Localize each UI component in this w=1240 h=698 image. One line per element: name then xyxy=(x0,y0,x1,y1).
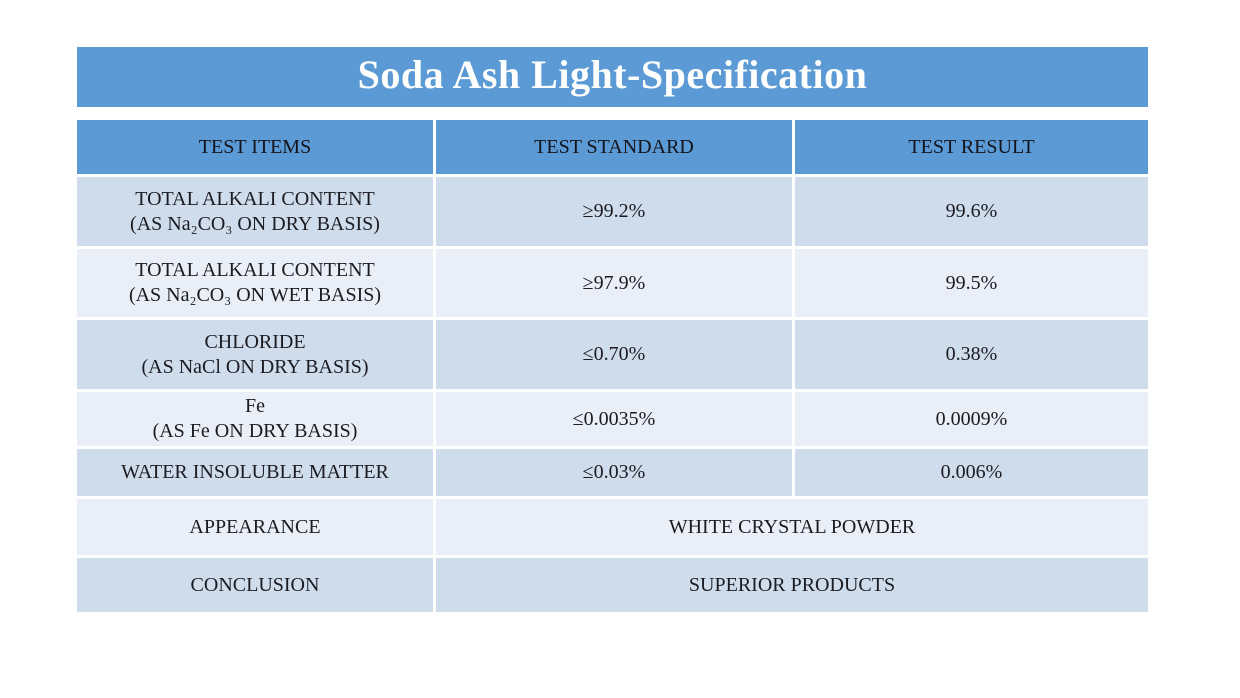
item-line1: TOTAL ALKALI CONTENT xyxy=(135,187,375,210)
result-value: 0.0009% xyxy=(935,407,1008,430)
cell-result xyxy=(795,449,1148,496)
page-title: Soda Ash Light-Specification xyxy=(357,52,868,97)
result-value: 0.006% xyxy=(940,461,1003,483)
item-line1: Fe xyxy=(245,395,265,417)
column-header-label: TEST STANDARD xyxy=(534,135,694,158)
standard-value: ≤0.03% xyxy=(582,461,646,483)
column-header-test-result xyxy=(795,120,1148,174)
cell-item xyxy=(77,177,433,246)
cell-item xyxy=(77,558,433,612)
cell-result xyxy=(795,320,1148,389)
item-line1: APPEARANCE xyxy=(189,515,321,538)
standard-value: ≤0.0035% xyxy=(572,407,656,430)
result-value: 99.5% xyxy=(945,271,998,294)
column-header-label: TEST RESULT xyxy=(908,135,1035,158)
column-header-test-standard xyxy=(436,120,792,174)
item-line2: (AS Na₂CO₃ ON WET BASIS) xyxy=(128,284,382,306)
standard-value: ≤0.70% xyxy=(582,343,646,365)
item-line1: WATER INSOLUBLE MATTER xyxy=(121,461,389,483)
merged-value: WHITE CRYSTAL POWDER xyxy=(668,515,916,538)
title-banner xyxy=(77,47,1148,107)
item-line2: (AS Fe ON DRY BASIS) xyxy=(152,420,358,442)
specification-sheet xyxy=(77,47,1148,612)
item-line1: CHLORIDE xyxy=(204,330,306,353)
item-line1: TOTAL ALKALI CONTENT xyxy=(135,259,375,281)
result-value: 0.38% xyxy=(945,343,998,365)
standard-value: ≥99.2% xyxy=(582,200,646,222)
column-header-test-items xyxy=(77,120,433,174)
cell-result xyxy=(795,249,1148,317)
cell-item xyxy=(77,499,433,555)
result-value: 99.6% xyxy=(945,200,998,222)
cell-merged-value xyxy=(436,558,1148,612)
cell-standard xyxy=(436,392,792,446)
specification-table xyxy=(77,120,1148,612)
cell-item xyxy=(77,392,433,446)
standard-value: ≥97.9% xyxy=(582,271,646,294)
cell-standard xyxy=(436,320,792,389)
merged-value: SUPERIOR PRODUCTS xyxy=(688,573,896,596)
item-line2: (AS NaCl ON DRY BASIS) xyxy=(141,355,369,378)
cell-result xyxy=(795,177,1148,246)
cell-standard xyxy=(436,249,792,317)
cell-item xyxy=(77,249,433,317)
cell-merged-value xyxy=(436,499,1148,555)
cell-item xyxy=(77,320,433,389)
cell-standard xyxy=(436,177,792,246)
cell-item xyxy=(77,449,433,496)
item-line2: (AS Na₂CO₃ ON DRY BASIS) xyxy=(130,212,380,235)
cell-standard xyxy=(436,449,792,496)
cell-result xyxy=(795,392,1148,446)
column-header-label: TEST ITEMS xyxy=(198,135,312,158)
item-line1: CONCLUSION xyxy=(190,573,320,596)
